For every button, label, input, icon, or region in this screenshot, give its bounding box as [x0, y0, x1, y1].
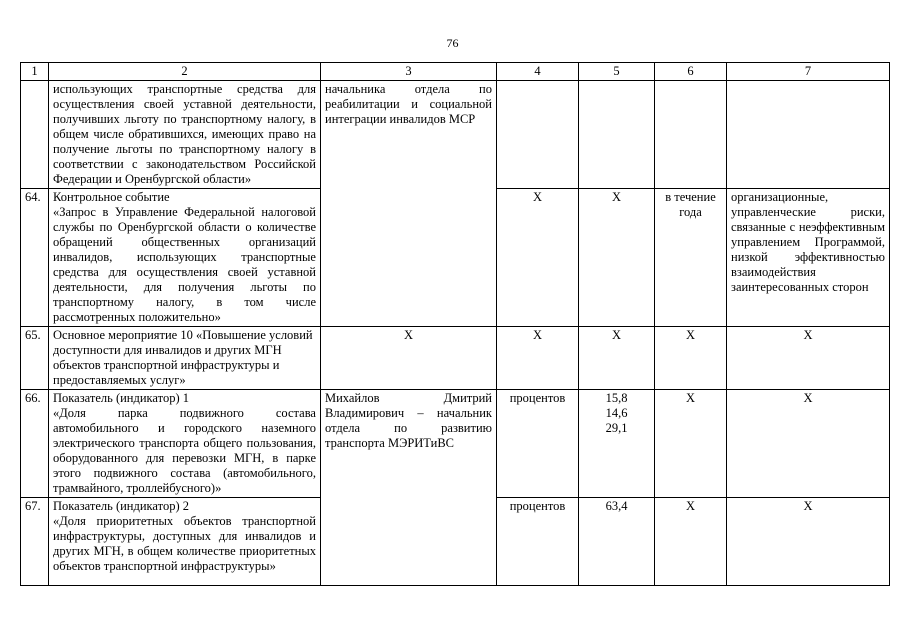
row-description: использующих транспортные средства для осуществления своей уставной деятельности, получивших льготу по транспортному налогу, в общем числе обратившихся, имеющих право на получение льготы по транспортному налогу в соответствии с законодательством Российской Федерации и Оренбургской области»: [49, 81, 321, 189]
table-row: [21, 81, 890, 189]
row-unit: [497, 81, 579, 189]
header-col-3: 3: [321, 63, 497, 81]
row-responsible: [321, 189, 497, 327]
row-responsible: начальника отдела по реабилитации и социальной интеграции инвалидов МСР: [321, 81, 497, 189]
header-col-5: 5: [579, 63, 655, 81]
row-description: Основное мероприятие 10 «Повышение условий доступности для инвалидов и других МГН объектов транспортной инфраструктуры и предоставляемых услуг»: [49, 327, 321, 390]
row-unit: X: [497, 327, 579, 390]
row-unit: X: [497, 189, 579, 327]
header-col-6: 6: [655, 63, 727, 81]
row-term: X: [655, 327, 727, 390]
row-value: X: [579, 327, 655, 390]
header-col-2: 2: [49, 63, 321, 81]
row-values: [579, 390, 655, 498]
row-responsible: Михайлов Дмитрий Владимирович – начальник отдела по развитию транспорта МЭРИТиВС: [321, 390, 497, 498]
row-term: X: [655, 498, 727, 586]
table-row: [21, 390, 890, 498]
row-number: 64.: [21, 189, 49, 327]
row-risks: X: [727, 390, 890, 498]
header-col-4: 4: [497, 63, 579, 81]
row-risks: организационные, управленческие риски, связанные с неэффективным управлением Программой, низкой эффективностью взаимодействия заинтересованных сторон: [727, 189, 890, 327]
table-row: [21, 498, 890, 586]
row-number: [21, 81, 49, 189]
table-row: [21, 327, 890, 390]
program-table: [20, 62, 890, 586]
header-col-7: 7: [727, 63, 890, 81]
row-term: [655, 81, 727, 189]
row-description-title: Показатель (индикатор) 1: [53, 391, 189, 405]
row-value-3: 29,1: [605, 421, 628, 435]
table-row: [21, 189, 890, 327]
row-description: [49, 189, 321, 327]
row-value: [579, 81, 655, 189]
row-description: [49, 498, 321, 586]
row-description-title: Контрольное событие: [53, 190, 170, 204]
row-term: X: [655, 390, 727, 498]
row-description-text: «Запрос в Управление Федеральной налоговой службы по Оренбургской области о количестве обращений общественных организаций инвалидов, использующих транспортные средства для осуществления своей уставной деятельности, для получения льготы по транспортному налогу, в том числе рассмотренных положительно»: [53, 205, 316, 324]
row-number: 67.: [21, 498, 49, 586]
row-description-text: «Доля парка подвижного состава автомобильного и городского наземного электрического транспорта общего пользования, оборудованного для перевозки МГН, в парке этого подвижного состава (автомобильного, трамвайного, троллейбусного)»: [53, 406, 316, 495]
row-risks: X: [727, 498, 890, 586]
header-row: [21, 63, 890, 81]
row-unit: процентов: [497, 390, 579, 498]
row-number: 66.: [21, 390, 49, 498]
row-value-1: 15,8: [605, 391, 628, 405]
row-responsible: X: [321, 327, 497, 390]
row-responsible: [321, 498, 497, 586]
row-description: [49, 390, 321, 498]
row-value-2: 14,6: [605, 406, 628, 420]
row-term: в течение года: [655, 189, 727, 327]
row-risks: [727, 81, 890, 189]
row-description-text: «Доля приоритетных объектов транспортной инфраструктуры, доступных для инвалидов и других МГН, в общем количестве приоритетных объектов транспортной инфраструктуры»: [53, 514, 316, 573]
header-col-1: 1: [21, 63, 49, 81]
row-number: 65.: [21, 327, 49, 390]
row-unit: процентов: [497, 498, 579, 586]
row-value: 63,4: [579, 498, 655, 586]
row-risks: X: [727, 327, 890, 390]
row-value: X: [579, 189, 655, 327]
row-description-title: Показатель (индикатор) 2: [53, 499, 189, 513]
page-number: 76: [446, 36, 459, 50]
